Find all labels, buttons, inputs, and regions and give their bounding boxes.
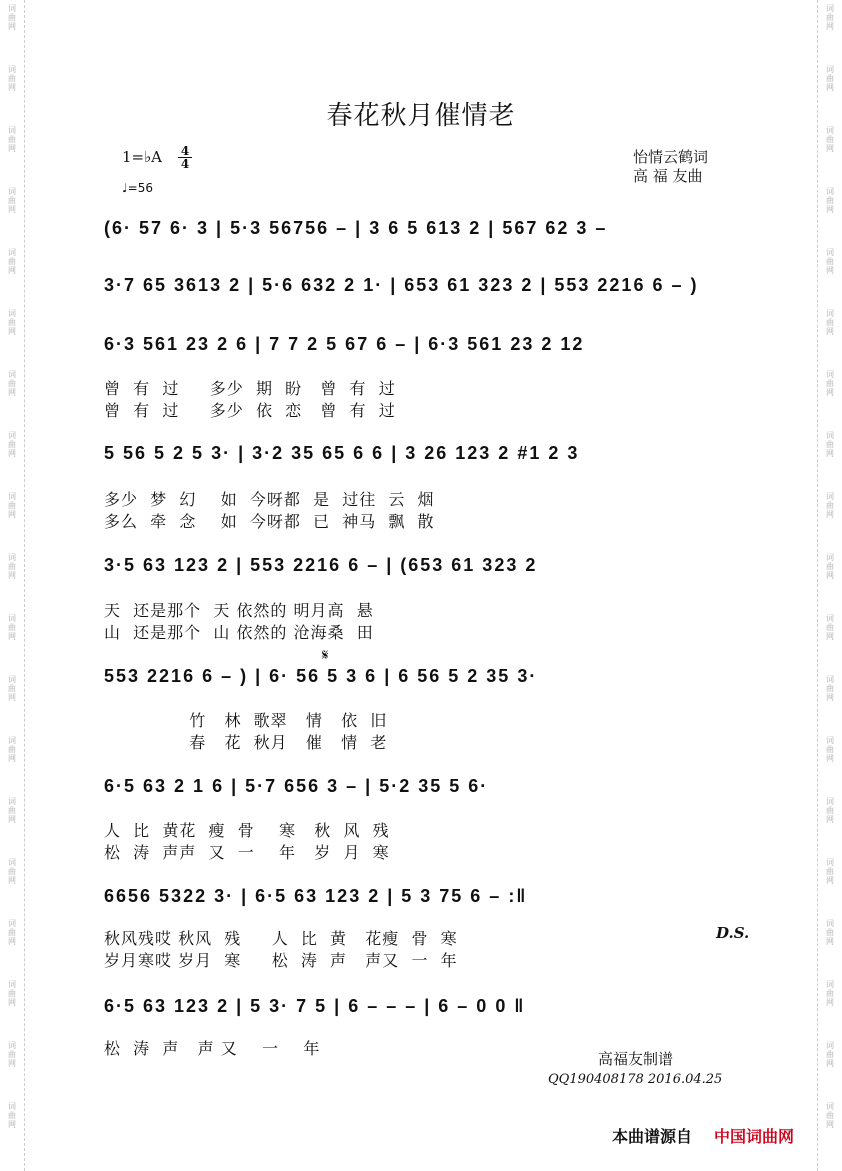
time-signature-top: 4 [180,144,190,158]
watermark-text: 词 曲 网 [8,858,16,885]
lyric-verse-1: 秋风残哎 秋风 残 人 比 黄 花瘦 骨 寒 [104,929,458,948]
watermark-text: 词 曲 网 [826,492,834,519]
watermark-text: 词 曲 网 [826,1041,834,1068]
watermark-text: 词 曲 网 [826,248,834,275]
watermark-text: 词 曲 网 [8,919,16,946]
watermark-text: 词 曲 网 [826,309,834,336]
watermark-text: 词 曲 网 [826,797,834,824]
key-signature: 1=♭A [122,148,163,166]
left-watermark-strip [0,0,25,1171]
watermark-text: 词 曲 网 [826,370,834,397]
notes: 6·5 63 2 1 6 | 5·7 656 3 – | 5·2 35 5 6· [104,776,489,796]
right-watermark-strip [817,0,842,1171]
notes: 553 2216 6 – ) | 6· 56 5 3 6 | 6 56 5 2 35 3· [104,666,538,686]
watermark-text: 词 曲 网 [826,187,834,214]
watermark-text: 词 曲 网 [8,431,16,458]
watermark-text: 词 曲 网 [8,614,16,641]
source-site-link[interactable]: 中国词曲网 [714,1127,795,1146]
watermark-text: 词 曲 网 [826,553,834,580]
watermark-text: 词 曲 网 [8,309,16,336]
notes: 6·5 63 123 2 | 5 3· 7 5 | 6 – – – | 6 – 0 0 ‖ [104,996,526,1016]
lyric-verse-2: 多么 牵 念 如 今呀都 已 神马 飘 散 [104,512,435,531]
staff-line-5 [104,547,744,587]
lyric-verse-2: 春 花 秋月 催 情 老 [104,733,388,752]
watermark-text: 词 曲 网 [826,919,834,946]
watermark-text: 词 曲 网 [8,1041,16,1068]
watermark-text: 词 曲 网 [8,1102,16,1129]
watermark-text: 词 曲 网 [826,1102,834,1129]
watermark-text: 词 曲 网 [8,4,16,31]
watermark-text: 词 曲 网 [8,553,16,580]
lyric-verse-1: 曾 有 过 多少 期 盼 曾 有 过 [104,379,396,398]
lyric-verse-2: 山 还是那个 山 依然的 沧海桑 田 [104,623,374,642]
lyric-verse-1: 多少 梦 幻 如 今呀都 是 过往 云 烟 [104,490,435,509]
notes: 6656 5322 3· | 6·5 63 123 2 | 5 3 75 6 – :‖ [104,886,528,906]
transcriber: 高福友制谱 [598,1050,674,1068]
notes: 6·3 561 23 2 6 | 7 7 2 5 67 6 – | 6·3 561 23 2 12 [104,334,585,354]
notes: 3·5 63 123 2 | 553 2216 6 – | (653 61 323 2 [104,555,538,575]
credits [633,148,708,186]
staff-line-6 [104,658,744,698]
segno-sign: 𝄋 [322,646,329,664]
staff-line-4 [104,435,744,475]
watermark-text: 词 曲 网 [8,980,16,1007]
staff-line-9 [104,988,744,1028]
notes: 5 56 5 2 5 3· | 3·2 35 65 6 6 | 3 26 123 2 #1 2 3 [104,443,580,463]
watermark-text: 词 曲 网 [8,248,16,275]
watermark-text: 词 曲 网 [8,370,16,397]
watermark-text: 词 曲 网 [8,492,16,519]
watermark-text: 词 曲 网 [8,126,16,153]
watermark-text: 词 曲 网 [8,187,16,214]
contact-date: QQ190408178 2016.04.25 [548,1072,723,1087]
tempo-mark: ♩=56 [122,181,153,195]
staff-line-1 [104,210,744,250]
time-signature [178,145,192,170]
watermark-text: 词 曲 网 [826,126,834,153]
source-label: 本曲谱源自 [612,1127,693,1146]
source-credit [612,1124,794,1147]
lyric-verse-1: 松 涛 声 声 又 一 年 [104,1039,321,1058]
notes: (6· 57 6· 3 | 5·3 56756 – | 3 6 5 613 2 | 567 62 3 – [104,218,608,238]
lyricist: 怡情云鹤词 [633,148,709,166]
staff-line-2 [104,267,744,307]
watermark-text: 词 曲 网 [826,4,834,31]
watermark-text: 词 曲 网 [826,675,834,702]
song-title: 春花秋月催情老 [326,101,516,131]
watermark-text: 词 曲 网 [826,614,834,641]
lyric-verse-2: 松 涛 声声 又 一 年 岁 月 寒 [104,843,390,862]
watermark-text: 词 曲 网 [826,431,834,458]
staff-line-3 [104,326,744,366]
lyric-verse-2: 岁月寒哎 岁月 寒 松 涛 声 声又 一 年 [104,951,458,970]
lyric-verse-1: 竹 林 歌翠 情 依 旧 [104,711,388,730]
lyric-verse-1: 天 还是那个 天 依然的 明月高 悬 [104,601,374,620]
watermark-text: 词 曲 网 [826,858,834,885]
staff-line-8 [104,878,744,918]
notes: 3·7 65 3613 2 | 5·6 632 2 1· | 653 61 323 2 | 553 2216 6 – ) [104,275,699,295]
watermark-text: 词 曲 网 [8,797,16,824]
lyric-verse-2: 曾 有 过 多少 依 恋 曾 有 过 [104,401,396,420]
watermark-text: 词 曲 网 [8,65,16,92]
time-signature-bottom: 4 [180,157,190,171]
dal-segno-mark: D.S. [716,924,750,942]
lyric-verse-1: 人 比 黄花 瘦 骨 寒 秋 风 残 [104,821,390,840]
watermark-text: 词 曲 网 [8,675,16,702]
watermark-text: 词 曲 网 [8,736,16,763]
composer: 高 福 友曲 [633,167,703,185]
watermark-text: 词 曲 网 [826,65,834,92]
staff-line-7 [104,768,744,808]
watermark-text: 词 曲 网 [826,980,834,1007]
watermark-text: 词 曲 网 [826,736,834,763]
